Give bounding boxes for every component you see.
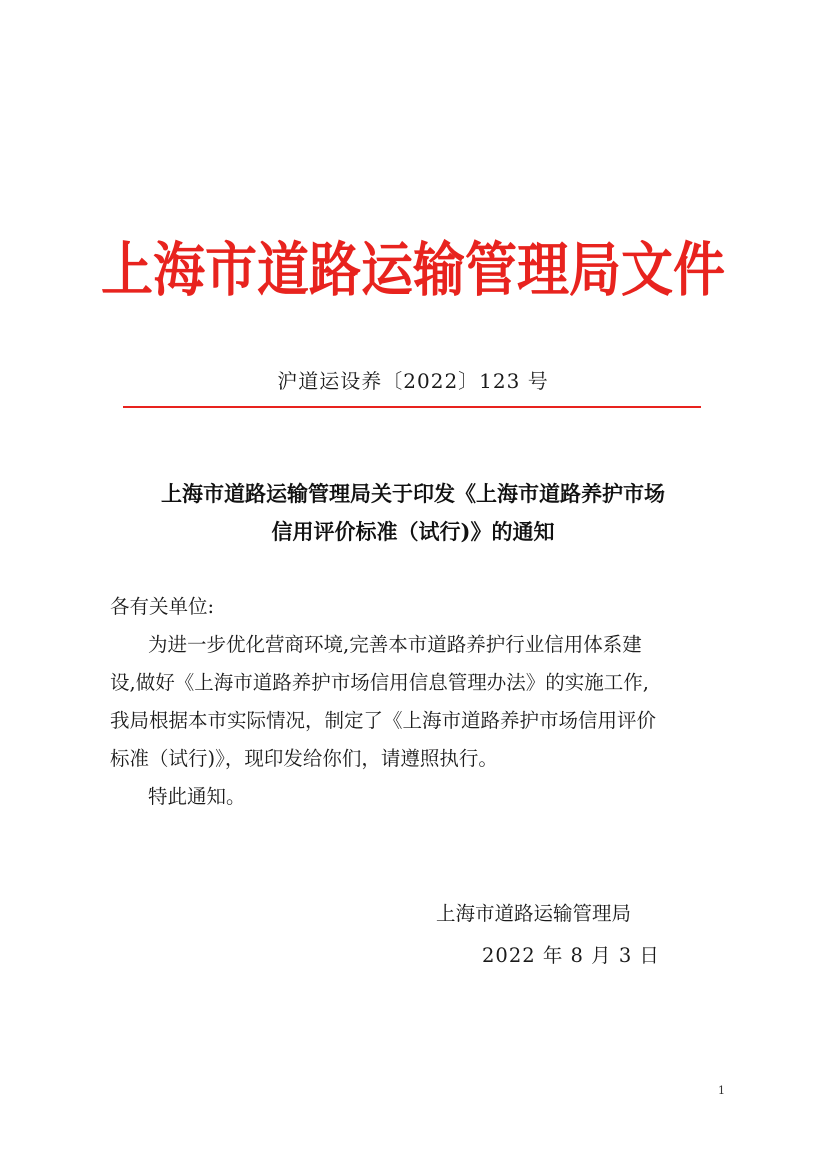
- notice-body: [110, 588, 716, 816]
- closing-line: 特此通知。: [148, 785, 246, 808]
- paragraph-line-2: 设,做好《上海市道路养护市场信用信息管理办法》的实施工作,: [110, 671, 649, 694]
- red-divider-line: [123, 406, 701, 408]
- notice-title-line-1: 上海市道路运输管理局关于印发《上海市道路养护市场: [161, 481, 665, 506]
- paragraph-line-3: 我局根据本市实际情况，制定了《上海市道路养护市场信用评价: [110, 709, 657, 732]
- paragraph-line-1: 为进一步优化营商环境,完善本市道路养护行业信用体系建: [148, 633, 642, 656]
- notice-title-line-2: 信用评价标准（试行)》的通知: [271, 519, 555, 544]
- page-number: 1: [718, 1084, 725, 1097]
- paragraph-line-4: 标准（试行)》，现印发给你们，请遵照执行。: [110, 747, 498, 770]
- document-number: 沪道运设养〔2022〕123 号: [277, 369, 549, 393]
- masthead-title: 上海市道路运输管理局文件: [100, 236, 725, 305]
- signature-date: 2022 年 8 月 3 日: [482, 944, 660, 967]
- signature-organization: 上海市道路运输管理局: [436, 902, 632, 925]
- salutation: 各有关单位:: [110, 595, 215, 618]
- notice-title: [100, 475, 726, 551]
